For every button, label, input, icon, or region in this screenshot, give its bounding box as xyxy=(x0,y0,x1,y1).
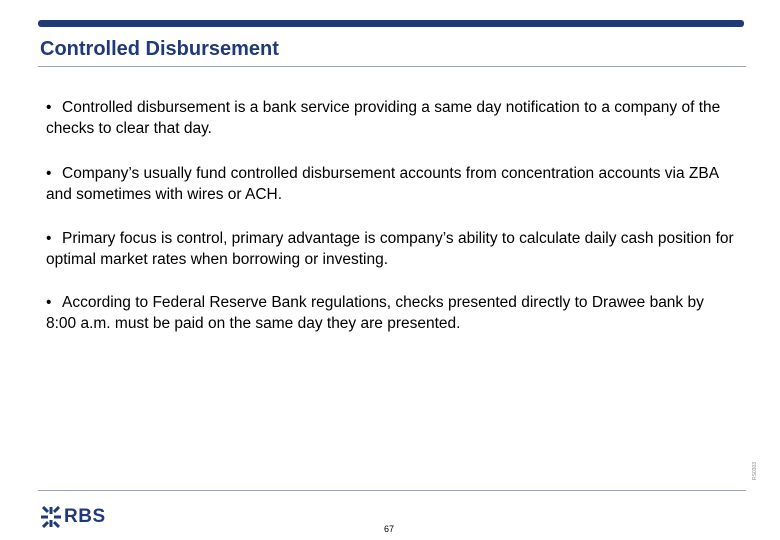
title-divider xyxy=(38,66,746,67)
footer-divider xyxy=(38,490,746,491)
slide-title: Controlled Disbursement xyxy=(40,38,279,60)
bullet-text: Primary focus is control, primary advantage is company’s ability to calculate daily cash position for optimal market rates when borrowing or investing. xyxy=(46,230,734,268)
rbs-daisy-wheel-icon xyxy=(40,506,62,528)
bullet-item xyxy=(46,97,736,139)
bullet-marker: • xyxy=(46,294,52,311)
bullet-marker: • xyxy=(46,99,52,116)
bullet-item xyxy=(46,163,736,205)
top-accent-bar xyxy=(38,20,744,27)
bullet-item xyxy=(46,228,736,270)
logo-wordmark: RBS xyxy=(64,506,106,527)
side-reference-code: RS0303 xyxy=(752,461,758,480)
rbs-logo xyxy=(40,505,106,529)
bullet-text: Controlled disbursement is a bank service providing a same day notification to a company of the checks to clear that day. xyxy=(46,99,721,137)
bullet-text: According to Federal Reserve Bank regulations, checks presented directly to Drawee bank by 8:00 a.m. must be paid on the same day they are presented. xyxy=(46,294,704,332)
bullet-marker: • xyxy=(46,230,52,247)
bullet-item xyxy=(46,292,736,334)
bullet-marker: • xyxy=(46,165,52,182)
bullet-text: Company’s usually fund controlled disbursement accounts from concentration accounts via ZBA and sometimes with wires or ACH. xyxy=(46,165,719,203)
page-number: 67 xyxy=(384,524,395,534)
